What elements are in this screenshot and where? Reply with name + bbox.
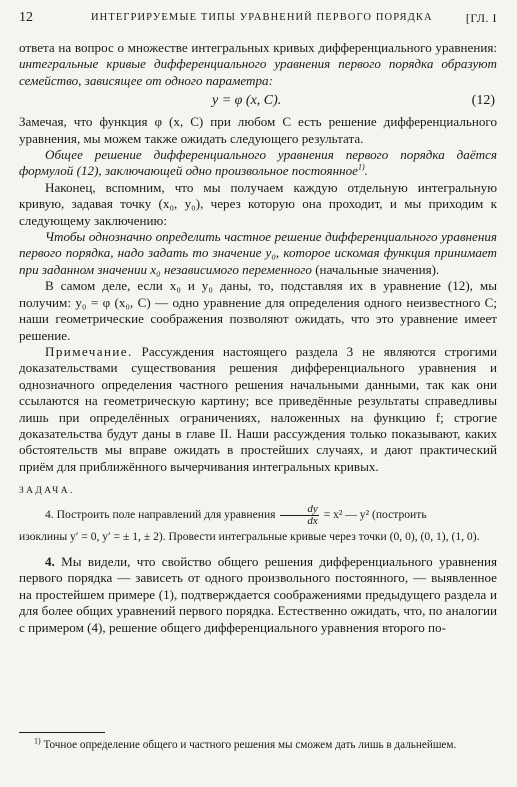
- formula-expression: y = φ (x, C).: [212, 93, 282, 109]
- intro-text: ответа на вопрос о множестве интегральных кривых дифференциального уравнения:: [19, 40, 497, 55]
- formula-number: (12): [471, 93, 495, 109]
- fraction-denominator: dx: [307, 514, 318, 527]
- particular-solution-italic: Чтобы однозначно определить частное решение дифференциального уравнения первого порядка, надо задать то значение y₀, которое искомая функция принимает при заданном значении x₀ независимого переменного: [19, 229, 497, 277]
- paragraph-particular-solution: [19, 229, 497, 278]
- paragraph-note: [19, 344, 497, 475]
- note-text: Рассуждения настоящего раздела 3 не являются строгими доказательствами существования решения дифференциального уравнения и однозначного определения частного решения начальными данными, так как они ссылаются на геометрическую картину; все приведённые результаты справедливы лишь при определённых ограничениях, наложенных на функцию f; строгие доказательства будут даны в главе II. Наши рассуждения только показывают, каких обстоятельств мы вправе ожидать в простейших случаях, и дают практический приём для приближённого вычерчивания интегральных кривых.: [19, 343, 497, 474]
- task-text-b: = x² — y² (построить: [323, 507, 427, 521]
- footnote: [19, 738, 497, 752]
- footnote-divider: [19, 732, 105, 733]
- task-line: [19, 504, 497, 527]
- chapter-label: [ГЛ. I: [465, 11, 497, 25]
- intro-italic: интегральные кривые дифференциального уравнения первого порядка образуют семейство, зависящее от одного параметра:: [19, 56, 497, 88]
- paragraph-general-solution: [19, 147, 497, 180]
- fraction-numerator: dy: [280, 504, 318, 516]
- paragraph-indeed: В самом деле, если x₀ и y₀ даны, то, подставляя их в уравнение (12), мы получим: y₀ = φ (x₀, C) — одно уравнение для определения одного неизвестного C; наши геометрические соображения позволяют ожидать, что это уравнение имеет решение.: [19, 278, 497, 343]
- page-header: [19, 10, 497, 30]
- task-number: 4.: [45, 507, 54, 521]
- paragraph-intro: [19, 40, 497, 89]
- page-body: [19, 40, 497, 636]
- section-number: 4.: [45, 554, 55, 570]
- task-4: [19, 504, 497, 545]
- paragraph-recall: Наконец, вспомним, что мы получаем каждую отдельную интегральную кривую, задавая точку (x₀, y₀), через которую она проходит, и мы приходим к следующему заключению:: [19, 179, 497, 228]
- general-solution-end: .: [364, 163, 368, 179]
- general-solution-text: Общее решение дифференциального уравнения первого порядка даётся формулой (12), заключающей одно произвольное постоянное: [19, 147, 497, 179]
- task-continuation: изоклины y′ = 0, y′ = ± 1, ± 2). Провести интегральные кривые через точки (0, 0), (0, 1), (1, 0).: [19, 529, 480, 543]
- running-title: ИНТЕГРИРУЕМЫЕ ТИПЫ УРАВНЕНИЙ ПЕРВОГО ПОРЯДКА: [91, 12, 433, 23]
- derivative-fraction: [280, 504, 318, 527]
- task-heading: ЗАДАЧА.: [19, 486, 75, 497]
- footnote-ref[interactable]: 1): [357, 163, 365, 173]
- task-text-a: Построить поле направлений для уравнения: [56, 507, 276, 521]
- formula-12: [19, 91, 497, 112]
- footnote-mark: 1): [34, 736, 41, 746]
- footnote-text: Точное определение общего и частного решения мы сможем дать лишь в дальнейшем.: [40, 739, 457, 751]
- note-label: Примечание.: [45, 343, 133, 359]
- section-4-text: Мы видели, что свойство общего решения дифференциального уравнения первого порядка — зависеть от одного произвольного постоянного, — выявленное на простейшем примере (1), подтверждается соображениями предыдущего раздела и для более общих уравнений первого порядка. Естественно ожидать, что, по аналогии с примером (4), решение общего дифференциального уравнения второго по-: [19, 554, 497, 635]
- paragraph-remark: Замечая, что функция φ (x, C) при любом C есть решение дифференциального уравнения, мы можем также ожидать следующего результата.: [19, 114, 497, 146]
- paragraph-section-4: [19, 554, 497, 636]
- page-number: 12: [19, 10, 33, 25]
- particular-solution-tail: (начальные значения).: [311, 261, 440, 277]
